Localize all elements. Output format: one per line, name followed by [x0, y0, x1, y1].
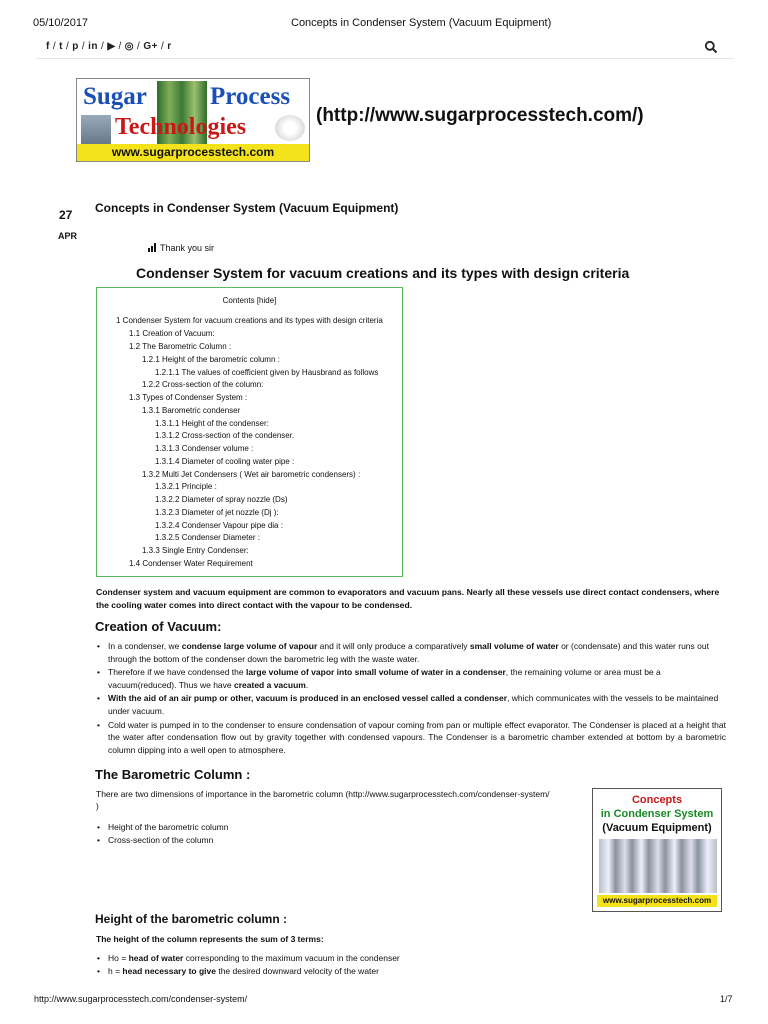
linkedin-icon[interactable]: in	[88, 41, 99, 52]
toc-item[interactable]: 1.3.2.5 Condenser Diameter :	[155, 533, 260, 542]
post-date-day: 27	[59, 208, 73, 222]
concepts-card-line2: in Condenser System	[600, 808, 714, 820]
list-item: • Cross-section of the column	[94, 834, 514, 847]
logo-word-sugar: Sugar	[83, 83, 147, 110]
toc-item[interactable]: 1.3 Types of Condenser System :	[129, 393, 248, 402]
thanks-text: Thank you sir	[160, 243, 215, 253]
intro-paragraph: Condenser system and vacuum equipment are common to evaporators and vacuum pans. Nearly all these vessels use direct contact condensers, where the cooling water comes into direct contact with the vapour to be condensed.	[96, 587, 720, 610]
list-item: • Ho = head of water corresponding to the maximum vacuum in the condenser	[94, 952, 694, 965]
logo-url-bar: www.sugarprocesstech.com	[77, 144, 309, 161]
toc-item[interactable]: 1.3.1.1 Height of the condenser:	[155, 419, 269, 428]
condenser-photo	[599, 839, 717, 893]
search-icon[interactable]	[704, 40, 718, 54]
barometric-list	[94, 821, 514, 846]
height-intro: The height of the column represents the sum of 3 terms:	[96, 934, 324, 944]
twitter-icon[interactable]: t	[59, 41, 63, 52]
post-date-month: APR	[58, 231, 78, 241]
concepts-card-line3: (Vacuum Equipment)	[602, 822, 712, 834]
bar-chart-icon	[148, 243, 158, 252]
toc-item[interactable]: 1.2 The Barometric Column :	[129, 342, 232, 351]
list-item: • With the aid of an air pump or other, vacuum is produced in an enclosed vessel called a condenser, which communicates with the vessels to be maintained under vacuum.	[94, 692, 726, 717]
toc-item[interactable]: 1.2.2 Cross-section of the column:	[142, 380, 264, 389]
thanks-line	[148, 243, 214, 253]
list-item: • h = head necessary to give the desired downward velocity of the water	[94, 965, 694, 978]
height-list	[94, 952, 694, 977]
google-plus-icon[interactable]: G+	[143, 41, 158, 52]
toc-item[interactable]: 1.3.2.4 Condenser Vapour pipe dia :	[155, 521, 283, 530]
list-item: • Cold water is pumped in to the condenser to ensure condensation of vapour coming from pan or multiple effect evaporator. The Condenser is placed at a height that the water after condensation flow out by gravity together with condensed vapours. The Condenser is a barometric chamber extended at bottom by a barometric column dipping into a well open to atmosphere.	[94, 719, 726, 757]
toc-item[interactable]: 1.3.2.2 Diameter of spray nozzle (Ds)	[155, 495, 288, 504]
toc-item[interactable]: 1.2.1 Height of the barometric column :	[142, 355, 280, 364]
toc-item[interactable]: 1.3.1.3 Condenser volume :	[155, 444, 254, 453]
toc-item[interactable]: 1.2.1.1 The values of coefficient given by Hausbrand as follows	[155, 368, 379, 377]
social-separator: /	[118, 41, 122, 52]
social-separator: /	[160, 41, 165, 52]
post-title[interactable]: Concepts in Condenser System (Vacuum Equipment)	[95, 201, 399, 215]
pinterest-icon[interactable]: p	[72, 41, 79, 52]
toc-item[interactable]: 1.3.2 Multi Jet Condensers ( Wet air barometric condensers) :	[142, 470, 361, 479]
creation-list	[94, 640, 726, 757]
section-heading-creation: Creation of Vacuum:	[95, 619, 222, 634]
logo-word-process: Process	[210, 83, 291, 110]
social-separator: /	[65, 41, 70, 52]
toc-item[interactable]: 1.4 Condenser Water Requirement	[129, 559, 253, 568]
article-heading: Condenser System for vacuum creations and its types with design criteria	[136, 265, 630, 281]
toc-item[interactable]: 1 Condenser System for vacuum creations and its types with design criteria	[116, 316, 383, 325]
list-item: • Therefore if we have condensed the large volume of vapor into small volume of water in a condenser, the remaining volume or area must be a vacuum(reduced). Thus we have created a vacuum.	[94, 666, 726, 691]
barometric-intro-close: )	[96, 801, 99, 811]
social-separator: /	[81, 41, 86, 52]
print-date: 05/10/2017	[33, 17, 89, 29]
factory-image	[81, 115, 111, 145]
site-link[interactable]: (http://www.sugarprocesstech.com/)	[316, 105, 644, 126]
concepts-card-url: www.sugarprocesstech.com	[597, 895, 717, 907]
section-heading-height: Height of the barometric column :	[95, 912, 288, 926]
toc-item[interactable]: 1.3.2.1 Principle :	[155, 482, 217, 491]
section-heading-barometric: The Barometric Column :	[95, 767, 251, 782]
concepts-image	[592, 788, 722, 912]
social-separator: /	[101, 41, 105, 52]
site-logo[interactable]	[76, 78, 310, 162]
print-page-number: 1/7	[720, 994, 733, 1004]
sugar-image	[275, 115, 305, 141]
social-separator: /	[52, 41, 57, 52]
list-item: • In a condenser, we condense large volume of vapour and it will only produce a comparatively small volume of water or (condensate) and this water runs out through the bottom of the condenser down the barometric leg with the waste water.	[94, 640, 726, 665]
social-separator: /	[137, 41, 141, 52]
toc-title[interactable]: Contents [hide]	[222, 296, 277, 305]
toc-item[interactable]: 1.3.1 Barometric condenser	[142, 406, 241, 415]
toc-item[interactable]: 1.3.1.2 Cross-section of the condenser.	[155, 431, 295, 440]
toc-item[interactable]: 1.3.2.3 Diameter of jet nozzle (Dj ):	[155, 508, 279, 517]
concepts-card-line1: Concepts	[631, 794, 683, 806]
instagram-icon[interactable]: ◎	[124, 41, 135, 52]
toc-item[interactable]: 1.1 Creation of Vacuum:	[129, 329, 215, 338]
print-title: Concepts in Condenser System (Vacuum Equipment)	[291, 17, 552, 29]
list-item: • Height of the barometric column	[94, 821, 514, 834]
print-footer-url: http://www.sugarprocesstech.com/condenser-system/	[34, 994, 248, 1004]
logo-word-technologies: Technologies	[115, 114, 247, 140]
reddit-icon[interactable]: r	[167, 41, 172, 52]
facebook-icon[interactable]: f	[46, 41, 50, 52]
youtube-icon[interactable]: ▶	[107, 41, 116, 52]
social-bar	[46, 41, 175, 52]
header-divider	[36, 58, 734, 59]
toc-item[interactable]: 1.3.1.4 Diameter of cooling water pipe :	[155, 457, 295, 466]
barometric-intro: There are two dimensions of importance in the barometric column (http://www.sugarprocesstech.com/condenser-system/	[96, 789, 550, 799]
table-of-contents	[96, 287, 403, 577]
toc-item[interactable]: 1.3.3 Single Entry Condenser:	[142, 546, 249, 555]
